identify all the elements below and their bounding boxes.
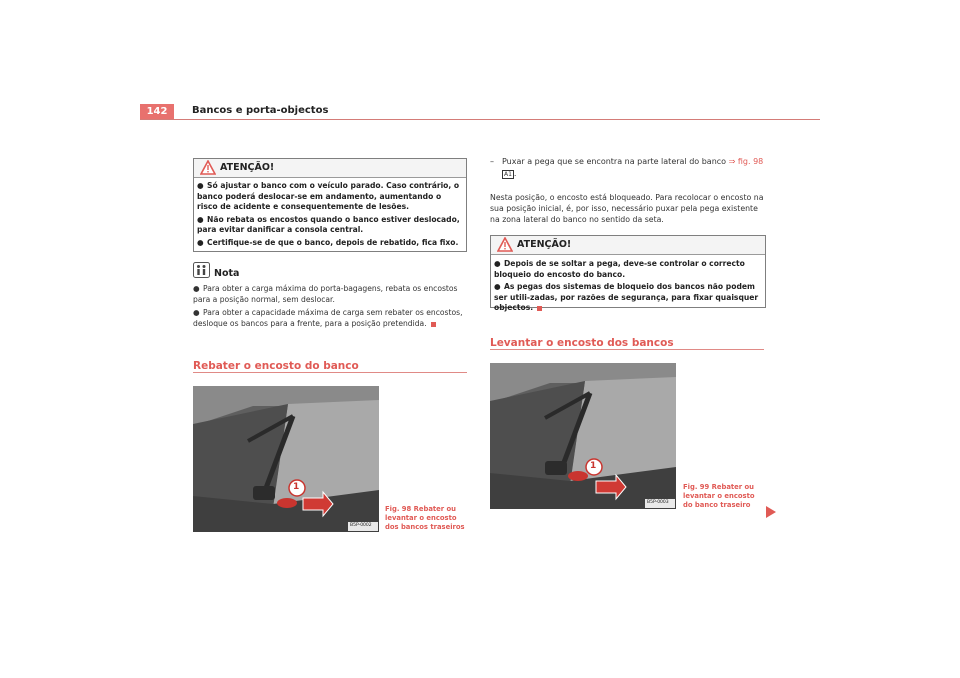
step-end: . [513,169,517,178]
figure-98-photo [193,386,379,532]
figure-ref-arrow: ⇒ [728,157,736,166]
figure-98-caption: Fig. 98 Rebater ou levantar o encosto dos bancos traseiros [385,505,465,531]
figure-99-photo [490,363,676,509]
page-number: 142 [140,104,174,119]
warning-title: ATENÇÃO! [517,239,572,250]
note-title: Nota [214,268,240,279]
next-page-arrow-icon[interactable] [766,503,776,522]
end-mark [537,306,542,311]
step-marker-a1: A1 [504,171,512,178]
end-mark [431,322,436,327]
warning-box-lock [490,235,766,312]
warning-title: ATENÇÃO! [220,162,275,173]
section-rule [193,372,467,373]
warning-box-seat [193,158,467,252]
note-info-icon [193,262,210,282]
running-header: Bancos e porta-objectos [192,105,329,116]
step-text: Puxar a pega que se encontra na parte lateral do banco [502,157,727,166]
warning-item: ● Só ajustar o banco com o veículo parado. Caso contrário, o banco poderá deslocar-se em andamento, aumentando o risco de acidente e consequentemente de lesões. [197,181,460,211]
figure-code: B5P-0003 [647,500,669,505]
figure-marker: 1 [293,482,300,492]
step-item [490,156,770,180]
note-item: ● Para obter a carga máxima do porta-bagagens, rebata os encostos para a posição normal, sem deslocar. [193,284,458,304]
figure-99-caption: Fig. 99 Rebater ou levantar o encosto do banco traseiro [683,483,755,509]
warning-triangle-icon [497,237,513,259]
section-title-levantar: Levantar o encosto dos bancos [490,337,674,349]
note-block [193,262,468,329]
warning-item: ● As pegas dos sistemas de bloqueio dos bancos não podem ser utili-zadas, por razões de segurança, para fixar quaisquer objectos. [494,282,759,312]
section-rule [490,349,764,350]
figure-marker: 1 [590,461,597,471]
warning-header [194,159,466,178]
body-paragraph: Nesta posição, o encosto está bloqueado. Para recolocar o encosto na sua posição inicial, é, por isso, necessário puxar pela pega existente na zona lateral do banco no sentido da seta. [490,193,764,224]
warning-item: ● Depois de se soltar a pega, deve-se controlar o correcto bloqueio do encosto do banco. [494,259,745,279]
figure-ref-link[interactable]: fig. 98 [737,157,764,166]
warning-item: ● Não rebata os encostos quando o banco estiver deslocado, para evitar danificar a consola central. [197,214,460,234]
warning-header [491,236,765,255]
header-rule [140,119,820,120]
warning-triangle-icon [200,160,216,182]
note-item: ● Para obter a capacidade máxima de carga sem rebater os encostos, desloque os bancos para a frente, para a posição pretendida. [193,308,463,328]
figure-code: B5P-0002 [350,523,372,528]
step-dash: – [490,157,494,166]
section-title-rebater: Rebater o encosto do banco [193,360,359,372]
warning-item: ● Certifique-se de que o banco, depois de rebatido, fica fixo. [197,237,459,247]
